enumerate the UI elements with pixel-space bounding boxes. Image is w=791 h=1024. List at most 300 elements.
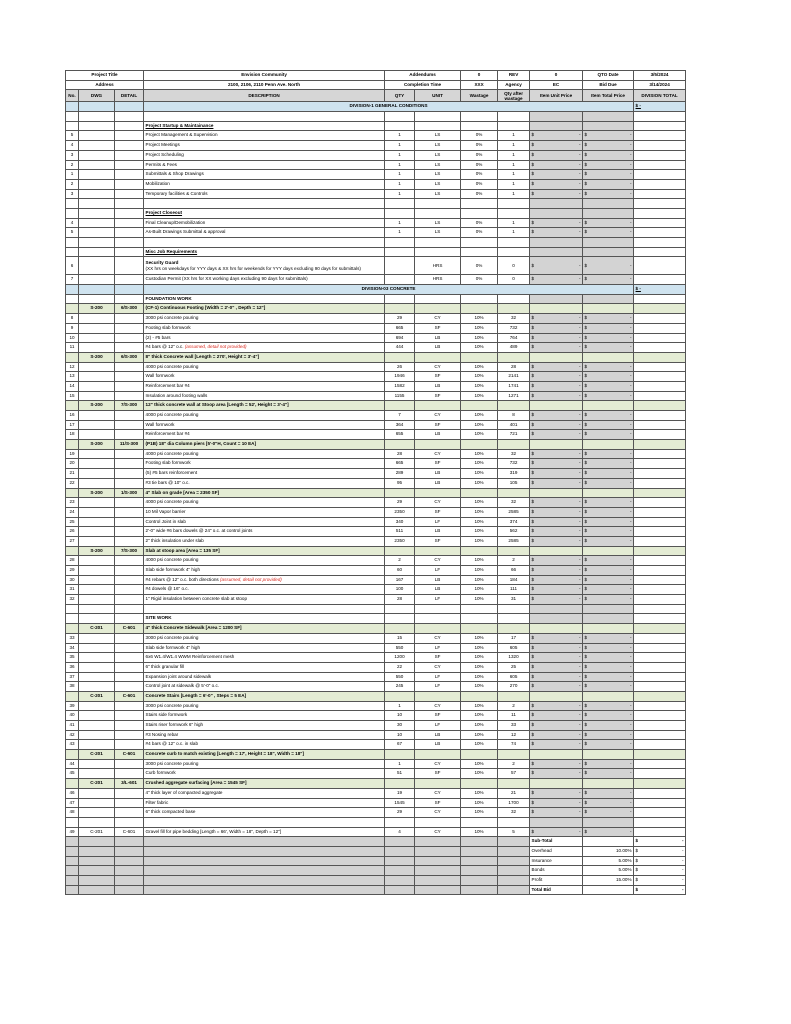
item-total-price [583,566,634,576]
detail-ref [115,275,144,285]
currency-symbol: $ [531,315,535,321]
item-unit-price [530,391,583,401]
amount-dash: - [579,596,581,602]
dwg-ref [79,275,115,285]
division-total-cell [634,730,686,740]
wastage: 0% [461,170,498,180]
line-item-row [66,362,686,372]
item-total-price [583,150,634,160]
detail-ref [115,420,144,430]
wastage: 0% [461,150,498,160]
division-total-cell [634,179,686,189]
unit: CY [415,759,461,769]
quantity: 1 [385,228,415,238]
amount-dash: - [579,673,581,679]
item-unit-price [530,314,583,324]
item-number: 46 [66,788,79,798]
division-total-cell [634,585,686,595]
amount-dash: - [630,702,632,708]
item-unit-price [530,381,583,391]
cell [634,779,686,789]
item-description [144,343,385,353]
wastage: 10% [461,827,498,837]
item-total-price [583,740,634,750]
quantity: 4 [385,827,415,837]
qty-after-wastage: 32 [498,808,530,818]
unit: LB [415,333,461,343]
cell [66,817,79,827]
col-dwg: DWG [79,90,115,102]
item-total-price [583,672,634,682]
amount-dash: - [682,877,684,883]
item-description [144,257,385,275]
amount-dash: - [630,528,632,534]
dwg-ref [79,333,115,343]
line-item-row [66,150,686,160]
quantity: 444 [385,343,415,353]
cell [461,238,498,248]
wastage: 10% [461,575,498,585]
item-total-price [583,275,634,285]
unit: CY [415,449,461,459]
division-total-cell [634,372,686,382]
item-number: 49 [66,827,79,837]
summary-label: Total Bid [530,885,583,895]
summary-amount [634,876,686,886]
quantity: 167 [385,575,415,585]
currency-symbol: $ [531,508,535,514]
division-total-cell [634,131,686,141]
qty-after-wastage: 1 [498,160,530,170]
division-total-cell [634,827,686,837]
currency-symbol: $ [531,363,535,369]
cell [144,817,385,827]
dwg-ref [79,536,115,546]
amount-dash: - [579,702,581,708]
quantity: 1946 [385,372,415,382]
item-text: 3000 psi concrete pouring [145,760,199,766]
detail-ref [115,769,144,779]
dwg-ref: S-200 [79,401,115,411]
detail-ref [115,721,144,731]
division-total-cell [634,536,686,546]
dwg-ref [79,575,115,585]
section-heading: Misc Job Requirements [144,247,385,257]
blank-row [66,112,686,122]
currency-symbol: $ [531,450,535,456]
unit: LF [415,682,461,692]
cell [79,294,115,304]
rev-value: 0 [530,71,583,81]
cell [530,624,583,634]
item-number: 25 [66,517,79,527]
amount-dash: - [579,508,581,514]
cell [498,856,530,866]
currency-symbol: $ [584,789,588,795]
wastage: 10% [461,672,498,682]
item-total-price [583,662,634,672]
dwg-ref [79,595,115,605]
dwg-ref [79,362,115,372]
item-total-price [583,362,634,372]
currency-symbol: $ [584,528,588,534]
addendums-label: Addendums [385,71,461,81]
unit: SF [415,711,461,721]
currency-symbol: $ [584,219,588,225]
qty-after-wastage: 66 [498,566,530,576]
item-unit-price [530,411,583,421]
currency-symbol: $ [635,886,639,892]
cell [583,546,634,556]
unit: LS [415,189,461,199]
item-description [144,381,385,391]
qty-after-wastage: 32 [498,449,530,459]
unit: LF [415,595,461,605]
item-total-price [583,507,634,517]
summary-percent: 10.00% [583,846,634,856]
cell [415,876,461,886]
item-number: 2 [66,160,79,170]
detail-ref [115,228,144,238]
item-number: 7 [66,275,79,285]
cell [530,614,583,624]
amount-dash: - [630,789,632,795]
unit: LB [415,730,461,740]
item-total-price [583,228,634,238]
item-description [144,759,385,769]
line-item-row [66,633,686,643]
currency-symbol: $ [584,450,588,456]
item-description [144,711,385,721]
item-unit-price [530,711,583,721]
currency-symbol: $ [584,673,588,679]
item-number: 47 [66,798,79,808]
currency-symbol: $ [531,373,535,379]
amount-dash: - [579,528,581,534]
cell [461,817,498,827]
quantity: 1 [385,141,415,151]
detail-ref [115,672,144,682]
amount-dash: - [630,161,632,167]
detail-ref: C-601 [115,624,144,634]
dwg-ref: C-201 [79,750,115,760]
summary-row [66,885,686,895]
line-item-row [66,585,686,595]
item-unit-price [530,798,583,808]
currency-symbol: $ [531,731,535,737]
item-text: Project Management & Supervision [145,132,218,138]
unit: CY [415,556,461,566]
line-item-row [66,314,686,324]
unit: LS [415,218,461,228]
amount-dash: - [579,809,581,815]
currency-symbol: $ [531,344,535,350]
amount-dash: - [630,373,632,379]
currency-symbol: $ [531,132,535,138]
currency-symbol: $ [584,276,588,282]
cell [115,199,144,209]
cell [385,199,415,209]
detail-ref [115,333,144,343]
item-description [144,566,385,576]
line-item-row [66,141,686,151]
sub-section-row [66,352,686,362]
cell [415,238,461,248]
bid-due-label: Bid Due [583,80,634,90]
quantity: 245 [385,682,415,692]
wastage: 10% [461,653,498,663]
division-total-cell [634,218,686,228]
detail-ref [115,788,144,798]
unit: CY [415,362,461,372]
item-number: 26 [66,527,79,537]
item-number: 45 [66,769,79,779]
item-text: 4000 psi concrete pouring [145,450,199,456]
summary-percent [583,837,634,847]
qty-after-wastage: 1741 [498,381,530,391]
cell [415,624,461,634]
item-unit-price [530,430,583,440]
currency-symbol: $ [531,412,535,418]
item-description [144,633,385,643]
amount-dash: - [579,180,581,186]
currency-symbol: $ [531,263,535,269]
unit: LS [415,141,461,151]
unit: SF [415,769,461,779]
cell [583,304,634,314]
cell [79,856,115,866]
line-item-row [66,275,686,285]
item-number: 8 [66,314,79,324]
unit: SF [415,391,461,401]
sub-section-title: (CF-1) Continuous Footing [Width = 2'-0" , Depth = 12"] [144,304,385,314]
summary-amount [634,856,686,866]
item-text: Wall formwork [145,421,175,427]
detail-ref: C-601 [115,750,144,760]
detail-ref [115,189,144,199]
detail-ref [115,372,144,382]
dwg-ref: S-200 [79,440,115,450]
line-item-row [66,730,686,740]
sub-section-title: Slab at stoop area [Area = 135 SF] [144,546,385,556]
wastage: 10% [461,420,498,430]
qty-after-wastage: 2 [498,556,530,566]
division-total-cell [634,798,686,808]
sub-section-title: (P1B) 18" dia Column piers [5'-0"H, Count = 10 EA] [144,440,385,450]
line-item-row [66,323,686,333]
quantity: 1 [385,179,415,189]
line-item-row [66,682,686,692]
wastage: 0% [461,179,498,189]
line-item-row [66,160,686,170]
quantity: 694 [385,333,415,343]
dwg-ref: C-201 [79,779,115,789]
unit: CY [415,662,461,672]
item-number: 23 [66,498,79,508]
dwg-ref [79,411,115,421]
dwg-ref [79,566,115,576]
item-unit-price [530,759,583,769]
line-item-row [66,478,686,488]
amount-dash: - [630,673,632,679]
cell [385,304,415,314]
qty-after-wastage: 1 [498,218,530,228]
currency-symbol: $ [531,161,535,167]
cell [498,624,530,634]
cell [415,304,461,314]
currency-symbol: $ [635,847,639,853]
quantity: 28 [385,595,415,605]
addendums-value: 0 [461,71,498,81]
line-item-row [66,459,686,469]
cell [66,750,79,760]
division-total-cell [634,257,686,275]
division-total-cell [634,333,686,343]
wastage: 10% [461,517,498,527]
unit: LF [415,672,461,682]
quantity: 1155 [385,391,415,401]
dwg-ref [79,498,115,508]
currency-symbol: $ [531,334,535,340]
currency-symbol: $ [531,470,535,476]
detail-ref [115,323,144,333]
line-item-row [66,769,686,779]
item-unit-price [530,740,583,750]
item-total-price [583,527,634,537]
item-total-price [583,381,634,391]
currency-symbol: $ [531,276,535,282]
amount-dash: - [579,576,581,582]
item-text: Project Scheduling [145,151,184,157]
cell [66,238,79,248]
amount-dash: - [579,741,581,747]
item-description [144,507,385,517]
amount-dash: - [630,799,632,805]
amount-dash: - [630,654,632,660]
item-description [144,798,385,808]
currency-symbol: $ [531,229,535,235]
item-description [144,160,385,170]
currency-symbol: $ [531,382,535,388]
detail-ref [115,662,144,672]
section-heading: SITE WORK [144,614,385,624]
item-total-price [583,653,634,663]
line-item-row [66,759,686,769]
cell [498,352,530,362]
agency-label: Agency [498,80,530,90]
amount-dash: - [579,219,581,225]
currency-symbol: $ [531,537,535,543]
quantity: 95 [385,478,415,488]
sub-section-title: 8" thick Concrete wall [Length = 270', Height = 3'-4"] [144,352,385,362]
item-description [144,769,385,779]
detail-ref [115,179,144,189]
cell [415,112,461,122]
cell [144,604,385,614]
cell [415,856,461,866]
detail-ref: 7/S-300 [115,401,144,411]
quantity: 1582 [385,381,415,391]
wastage: 10% [461,721,498,731]
cell [530,779,583,789]
item-number: 31 [66,585,79,595]
currency-symbol: $ [531,528,535,534]
currency-symbol: $ [584,663,588,669]
section-heading-row [66,294,686,304]
detail-ref [115,218,144,228]
dwg-ref [79,179,115,189]
currency-symbol: $ [531,799,535,805]
item-unit-price [530,343,583,353]
cell [144,885,385,895]
item-number: 19 [66,449,79,459]
line-item-row [66,498,686,508]
cell [66,401,79,411]
detail-ref [115,643,144,653]
cell [144,199,385,209]
item-text: Mobilization [145,180,170,186]
division-total-cell [634,575,686,585]
currency-symbol: $ [584,363,588,369]
division-total-cell [634,769,686,779]
cell [530,238,583,248]
qty-after-wastage: 732 [498,459,530,469]
cell [66,294,79,304]
division-total-cell [634,469,686,479]
item-unit-price [530,141,583,151]
wastage: 10% [461,381,498,391]
amount-dash: - [579,460,581,466]
division-total-cell [634,170,686,180]
item-description [144,478,385,488]
division-total-cell [634,517,686,527]
blank-row [66,199,686,209]
cell [498,846,530,856]
cell [530,121,583,131]
cell [583,238,634,248]
item-description [144,323,385,333]
dwg-ref [79,556,115,566]
item-total-price [583,372,634,382]
currency-symbol: $ [584,654,588,660]
quantity: 550 [385,643,415,653]
detail-ref: 3/L-601 [115,779,144,789]
item-unit-price [530,160,583,170]
currency-symbol: $ [584,315,588,321]
summary-label: Bonds [530,866,583,876]
wastage: 0% [461,257,498,275]
item-description [144,662,385,672]
item-description [144,730,385,740]
line-item-row [66,170,686,180]
item-total-price [583,701,634,711]
item-unit-price [530,498,583,508]
item-number: 41 [66,721,79,731]
section-heading-row [66,247,686,257]
quantity: 1 [385,759,415,769]
item-text: Gravel fill for pipe bedding [Length = 66', Width = 18", Depth = 12"] [145,828,282,834]
item-unit-price [530,170,583,180]
cell [415,488,461,498]
quantity: 67 [385,740,415,750]
item-unit-price [530,459,583,469]
amount-dash: - [579,799,581,805]
item-description [144,333,385,343]
item-total-price [583,788,634,798]
cell [498,866,530,876]
item-description [144,141,385,151]
detail-ref [115,808,144,818]
